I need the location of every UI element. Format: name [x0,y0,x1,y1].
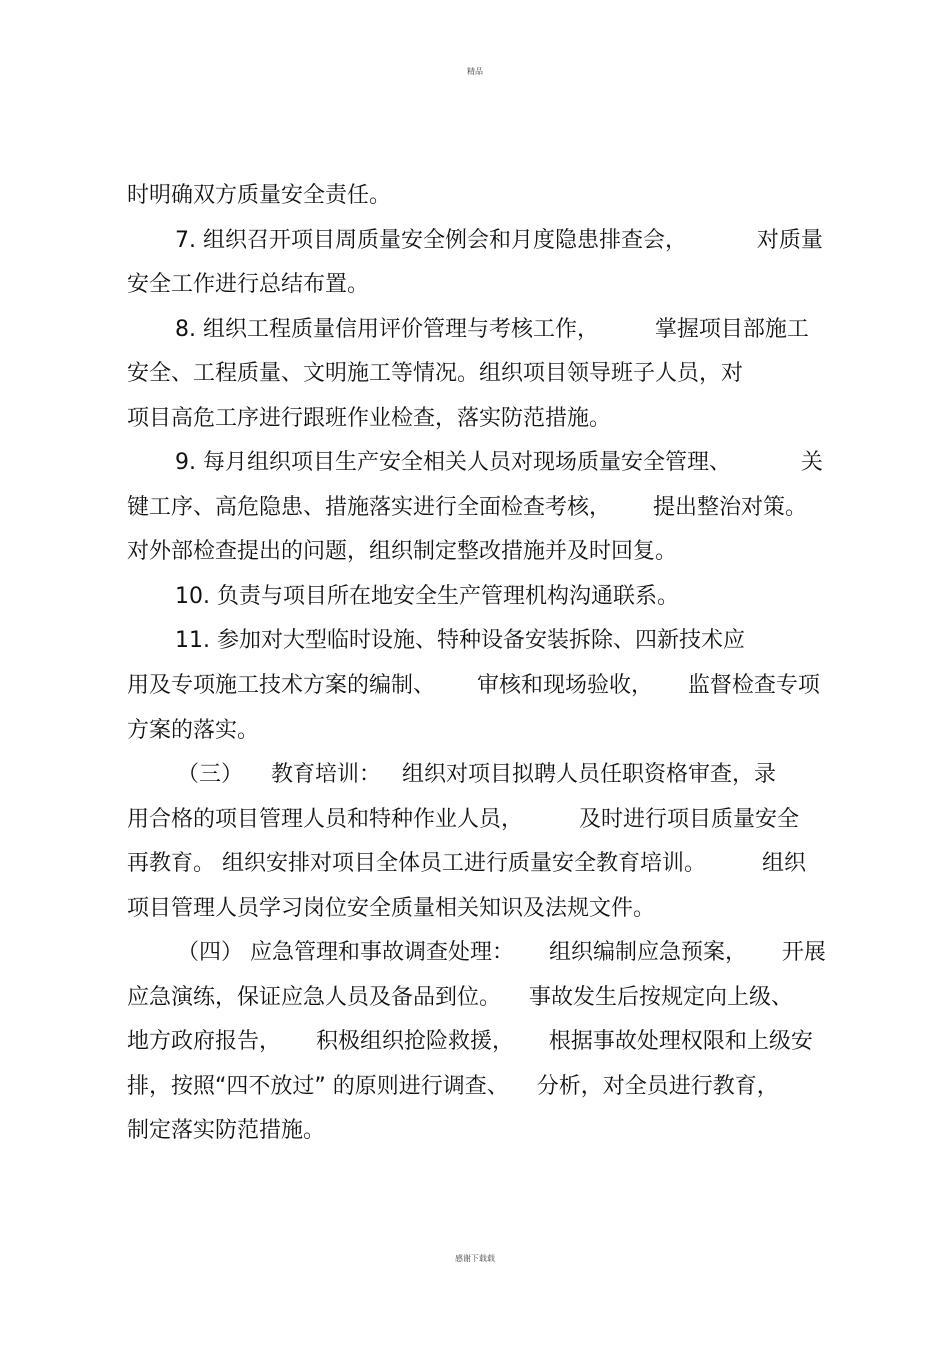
text-line-21: 排，按照“四不放过” 的原则进行调查、 分析，对全员进行教育， [127,1074,779,1099]
text-line-16: 再教育。 组织安排对项目全体员工进行质量安全教育培训。 组织 [127,851,806,876]
text-line-6: 项目高危工序进行跟班作业检查，落实防范措施。 [127,406,612,431]
text-line-1: 时明确双方质量安全责任。 [127,183,392,208]
text-line-17: 项目管理人员学习岗位安全质量相关知识及法规文件。 [127,896,656,921]
text-line-4: 8. 组织工程质量信用评价管理与考核工作， 掌握项目部施工 [175,317,809,342]
text-line-19: 应急演练，保证应急人员及备品到位。 事故发生后按规定向上级、 [127,985,793,1010]
text-line-14: （三） 教育培训： 组织对项目拟聘人员任职资格审查，录 [177,762,776,787]
text-line-18: （四） 应急管理和事故调查处理： 组织编制应急预案， 开展 [177,940,826,965]
text-line-8: 键工序、高危隐患、措施落实进行全面检查考核， 提出整治对策。 [127,495,807,520]
text-line-7: 9. 每月组织项目生产安全相关人员对现场质量安全管理、 关 [175,450,823,475]
text-line-13: 方案的落实。 [127,718,260,743]
page-footer: 感谢下载载 [455,1254,495,1263]
text-line-12: 用及专项施工技术方案的编制、 审核和现场验收， 监督检查专项 [127,673,820,698]
text-line-2: 7. 组织召开项目周质量安全例会和月度隐患排查会， 对质量 [175,228,823,253]
text-line-3: 安全工作进行总结布置。 [127,272,370,297]
text-line-15: 用合格的项目管理人员和特种作业人员， 及时进行项目质量安全 [127,807,799,832]
text-line-11: 11. 参加对大型临时设施、特种设备安装拆除、四新技术应 [175,628,745,653]
text-line-9: 对外部检查提出的问题，组织制定整改措施并及时回复。 [127,539,678,564]
page-header: 精品 [467,67,483,76]
text-line-5: 安全、工程质量、文明施工等情况。组织项目领导班子人员，对 [127,361,744,386]
text-line-22: 制定落实防范措施。 [127,1118,326,1143]
text-line-20: 地方政府报告， 积极组织抢险救援， 根据事故处理权限和上级安 [127,1029,813,1054]
text-line-10: 10. 负责与项目所在地安全生产管理机构沟通联系。 [175,584,679,609]
